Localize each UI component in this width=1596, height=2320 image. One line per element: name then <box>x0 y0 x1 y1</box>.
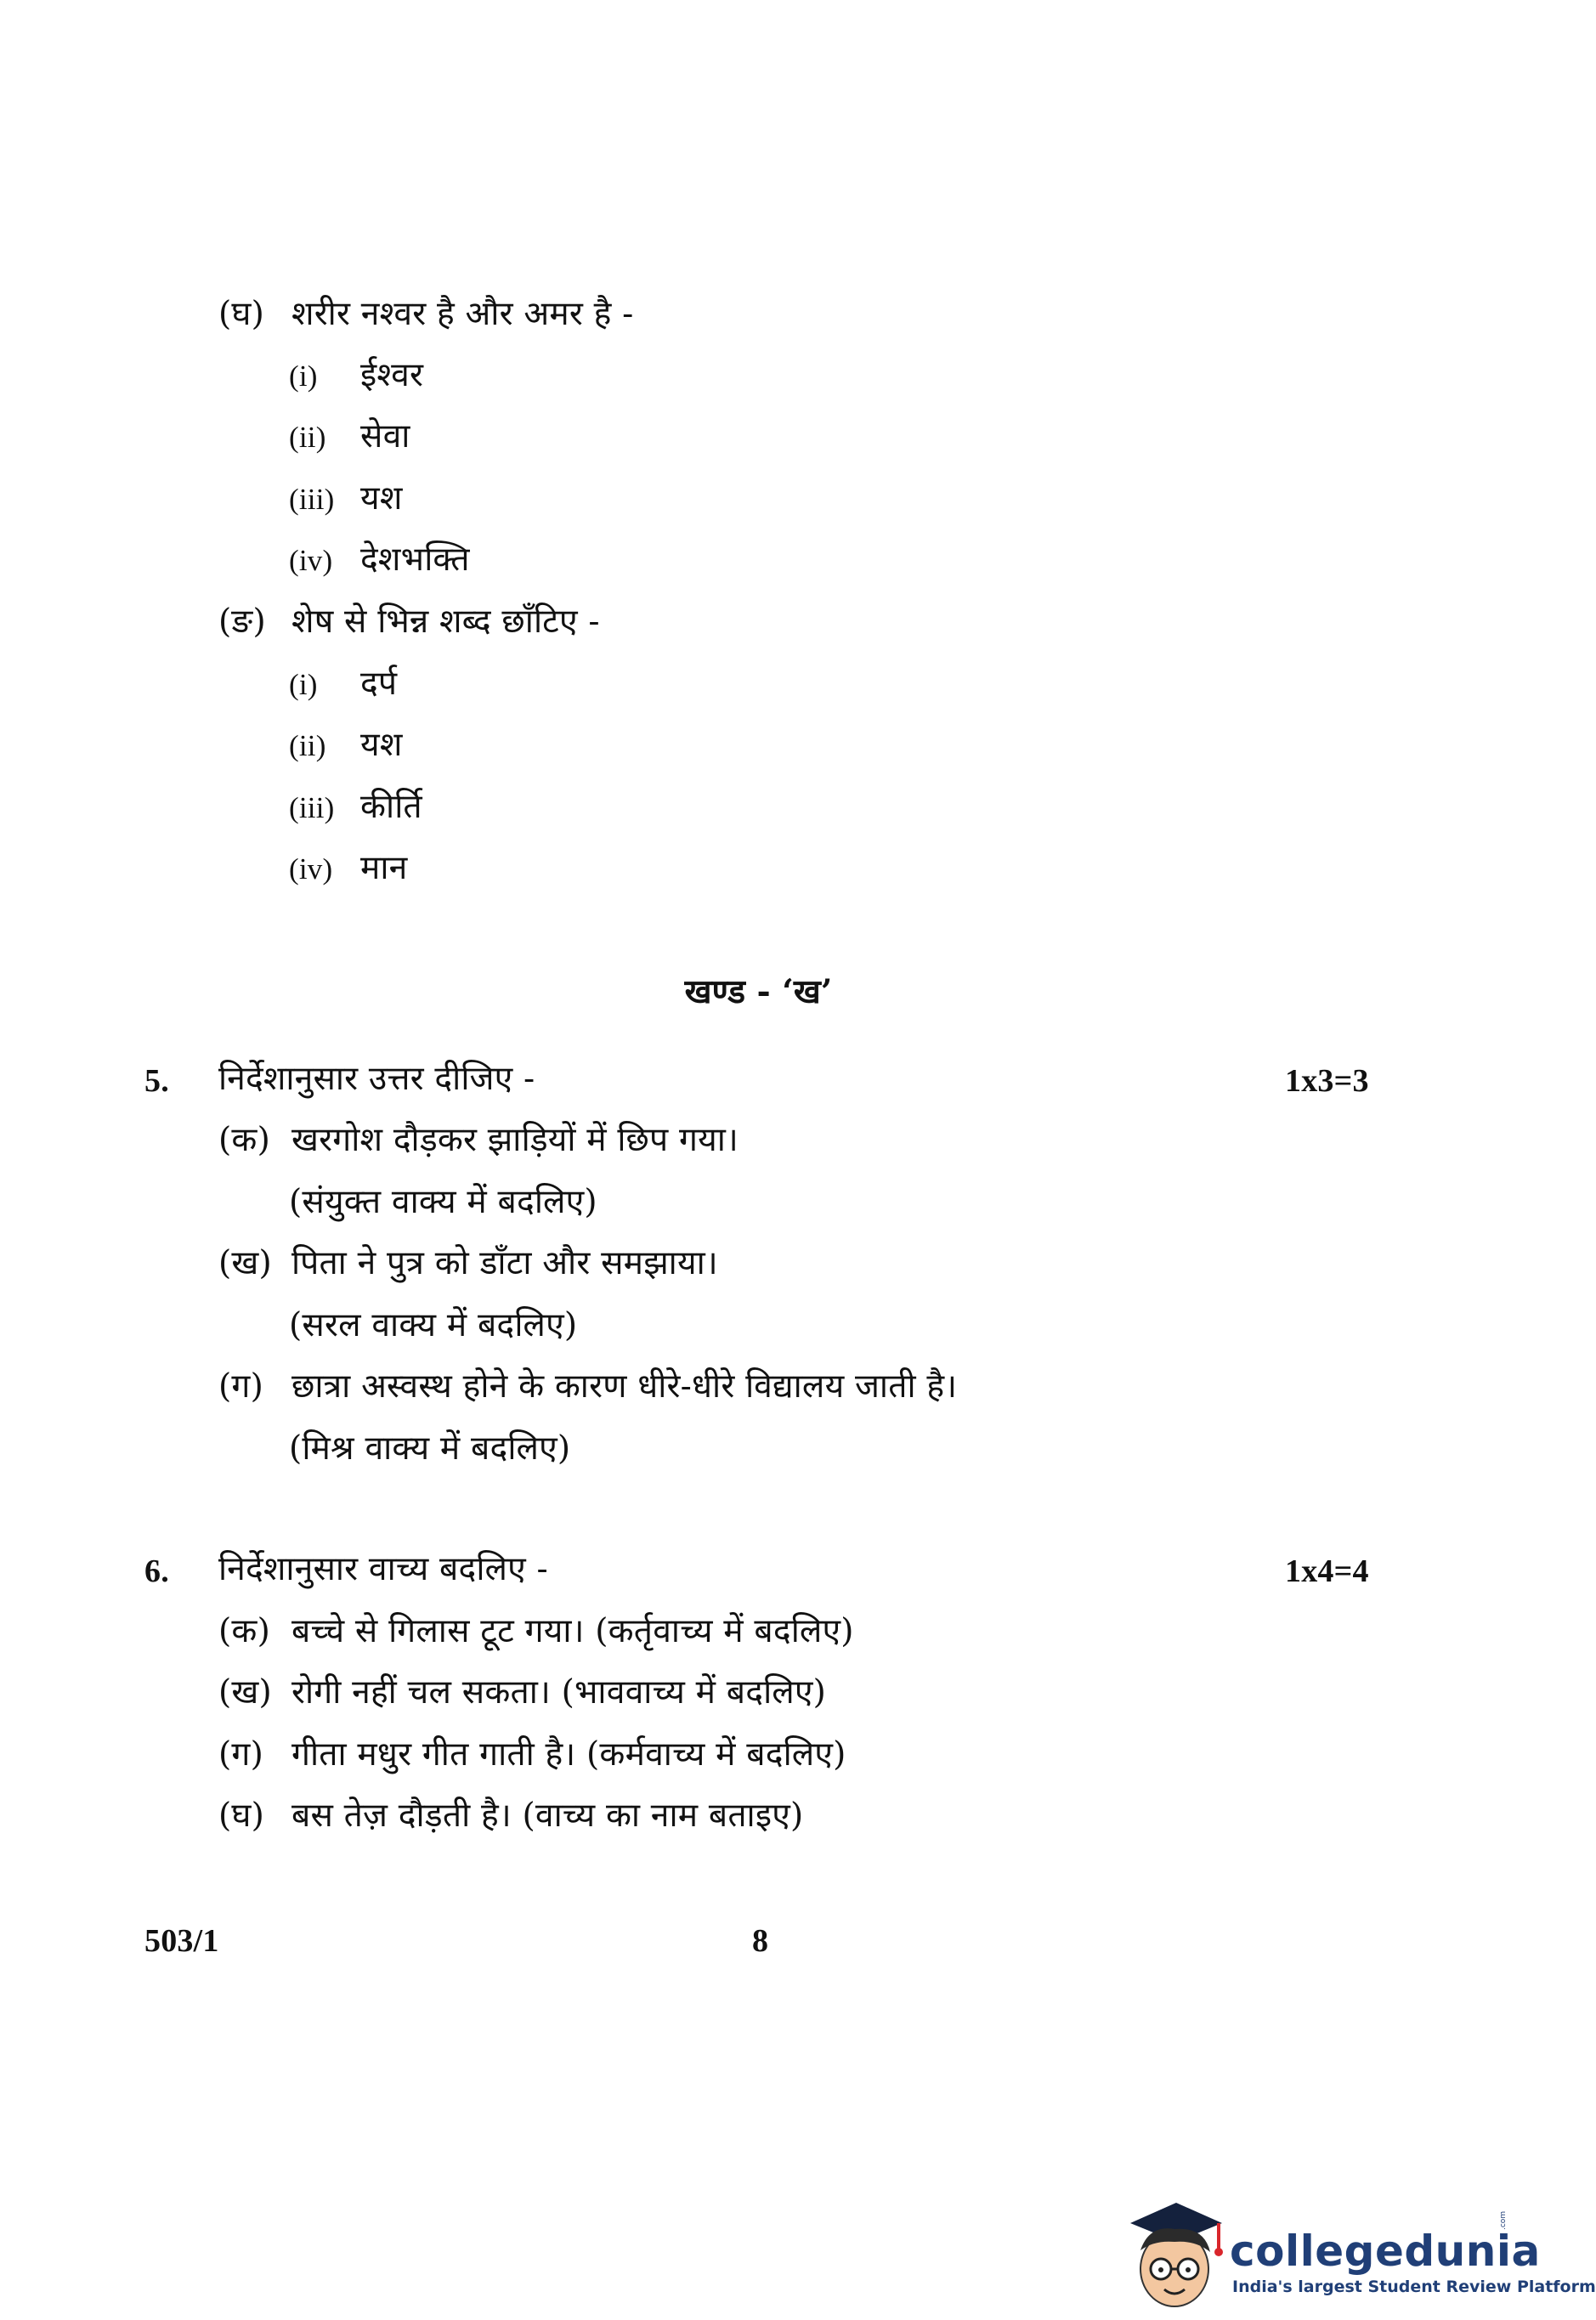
brand-suffix: .com <box>1499 2210 1508 2230</box>
part-instruction: (मिश्र वाक्य में बदलिए) <box>289 1429 571 1468</box>
option-number: (ii) <box>289 421 326 454</box>
option-number: (iv) <box>289 544 333 577</box>
part-text: पिता ने पुत्र को डाँटा और समझाया। <box>291 1244 718 1282</box>
option-text: देशभक्ति <box>360 540 470 579</box>
question-number: 5. <box>144 1063 169 1099</box>
option-text: दर्प <box>360 665 398 703</box>
part-label: (ग) <box>218 1735 263 1774</box>
question-text: निर्देशानुसार वाच्य बदलिए - <box>218 1550 548 1588</box>
part-text: खरगोश दौड़कर झाड़ियों में छिप गया। <box>291 1121 739 1159</box>
paper-code: 503/1 <box>144 1923 219 1959</box>
part-label: (ख) <box>218 1673 272 1712</box>
option-text: ईश्वर <box>360 356 424 394</box>
part-text: शरीर नश्वर है और अमर है - <box>291 295 634 333</box>
part-text: गीता मधुर गीत गाती है। (कर्मवाच्य में बदलिए) <box>291 1735 846 1774</box>
option-item <box>289 417 410 456</box>
part-text: शेष से भिन्न शब्द छाँटिए - <box>291 603 600 641</box>
part-text: छात्रा अस्वस्थ होने के कारण धीरे-धीरे विद्यालय जाती है। <box>291 1367 958 1406</box>
option-item <box>289 788 422 826</box>
question-part <box>218 1735 846 1774</box>
part-label: (ग) <box>218 1367 263 1406</box>
brand-tagline: India's largest Student Review Platform <box>1232 2278 1596 2296</box>
question-part <box>218 1367 958 1406</box>
option-text: कीर्ति <box>360 788 422 826</box>
question-text: निर्देशानुसार उत्तर दीजिए - <box>218 1060 535 1098</box>
question-part <box>218 1612 854 1650</box>
question-part <box>218 1673 827 1712</box>
part-label: (घ) <box>218 295 265 333</box>
part-label: (घ) <box>218 1797 265 1835</box>
part-text: बच्चे से गिलास टूट गया। (कर्तृवाच्य में बदलिए) <box>291 1612 854 1650</box>
option-number: (i) <box>289 668 318 701</box>
marks-label: 1x3=3 <box>1285 1063 1369 1099</box>
option-number: (i) <box>289 359 318 393</box>
option-text: यश <box>360 479 403 518</box>
part-text: बस तेज़ दौड़ती है। (वाच्य का नाम बताइए) <box>291 1797 804 1835</box>
option-number: (iii) <box>289 791 335 824</box>
part-instruction: (सरल वाक्य में बदलिए) <box>289 1306 578 1344</box>
part-instruction: (संयुक्त वाक्य में बदलिए) <box>289 1183 597 1221</box>
part-label: (क) <box>218 1612 270 1650</box>
option-number: (iii) <box>289 483 335 516</box>
option-number: (iv) <box>289 852 333 886</box>
option-text: यश <box>360 726 403 764</box>
option-text: मान <box>360 849 408 887</box>
collegedunia-watermark <box>1123 2191 1596 2317</box>
question-part-nga <box>218 603 600 641</box>
part-text: रोगी नहीं चल सकता। (भाववाच्य में बदलिए) <box>291 1673 827 1712</box>
marks-label: 1x4=4 <box>1285 1553 1369 1589</box>
option-text: सेवा <box>360 417 410 456</box>
part-label: (ङ) <box>218 603 266 641</box>
option-item <box>289 849 408 887</box>
page-number: 8 <box>752 1923 769 1959</box>
section-title: खण्ड - ‘ख’ <box>684 972 833 1011</box>
question-part <box>218 1797 804 1835</box>
option-item <box>289 356 424 394</box>
question-part <box>218 1244 718 1282</box>
option-item <box>289 665 398 703</box>
part-label: (क) <box>218 1121 270 1159</box>
question-part-gha <box>218 297 633 331</box>
option-item <box>289 726 403 764</box>
student-mascot-icon <box>1123 2191 1225 2317</box>
question-number: 6. <box>144 1553 169 1589</box>
part-label: (ख) <box>218 1244 272 1282</box>
option-number: (ii) <box>289 729 326 762</box>
option-item <box>289 479 403 518</box>
option-item <box>289 540 470 579</box>
question-part <box>218 1123 739 1157</box>
brand-text: collegedunia <box>1230 2227 1541 2276</box>
